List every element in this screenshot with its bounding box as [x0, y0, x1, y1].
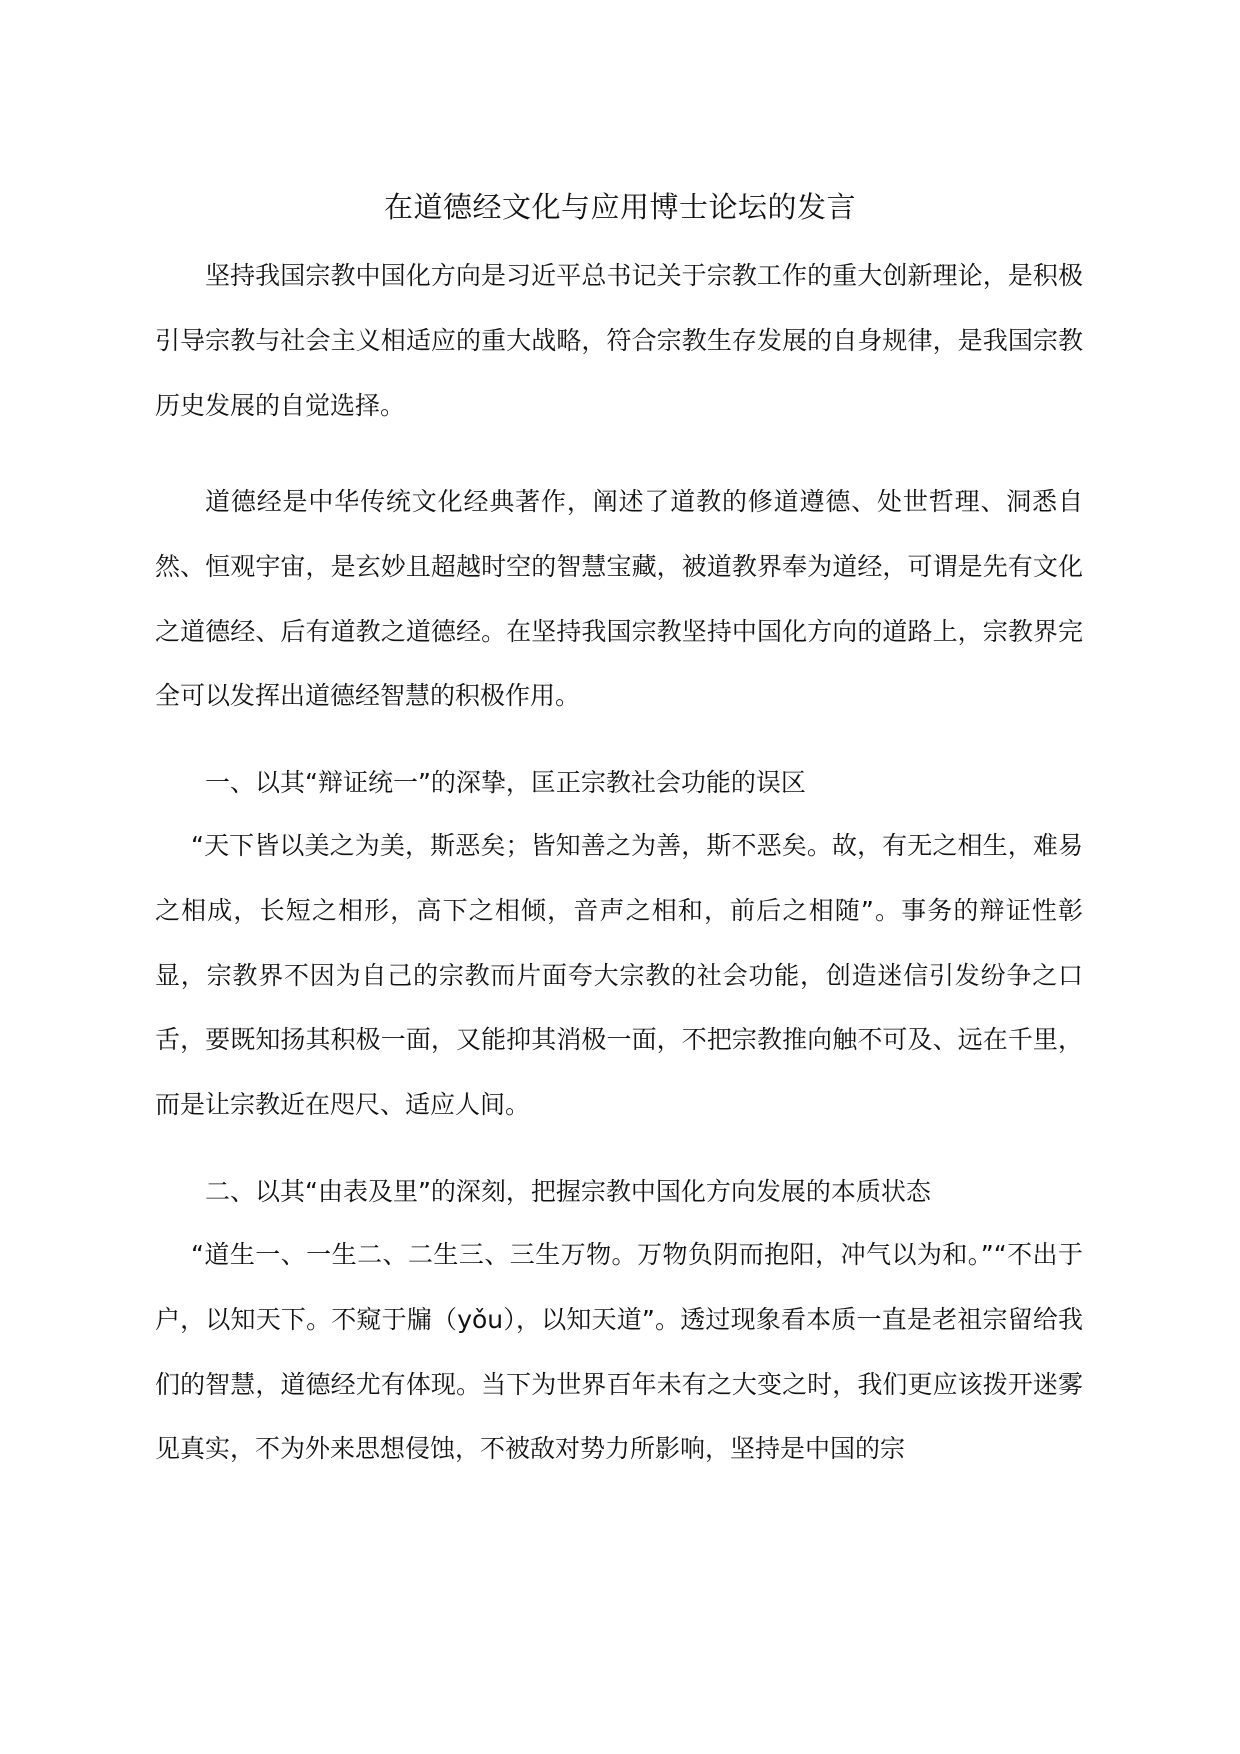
- section-heading-2: 二、以其“由表及里”的深刻，把握宗教中国化方向发展的本质状态: [205, 1177, 931, 1206]
- paragraph-essence: “道生一、一生二、二生三、三生万物。万物负阴而抱阳，冲气以为和。”“不出于户，以知天下。不窥于牖（yǒu），以知天道”。透过现象看本质一直是老祖宗留给我们的智慧，道德经尤有体现。当下为世界百年未有之大变之时，我们更应该拨开迷雾见真实，不为外来思想侵蚀，不被敌对势力所影响，坚持是中国的宗: [155, 1240, 1083, 1464]
- document-title: 在道德经文化与应用博士论坛的发言: [383, 190, 856, 224]
- paragraph-intro: 坚持我国宗教中国化方向是习近平总书记关于宗教工作的重大创新理论，是积极引导宗教与社会主义相适应的重大战略，符合宗教生存发展的自身规律，是我国宗教历史发展的自觉选择。: [155, 261, 1083, 420]
- section-heading-1: 一、以其“辩证统一”的深挚，匡正宗教社会功能的误区: [205, 768, 806, 797]
- paragraph-dialectic: “天下皆以美之为美，斯恶矣；皆知善之为善，斯不恶矣。故，有无之相生，难易之相成，长短之相形，高下之相倾，音声之相和，前后之相随”。事务的辩证性彰显，宗教界不因为自己的宗教而片面夸大宗教的社会功能，创造迷信引发纷争之口舌，要既知扬其积极一面，又能抑其消极一面，不把宗教推向触不可及、远在千里，而是让宗教近在咫尺、适应人间。: [155, 831, 1083, 1120]
- paragraph-daodejing: 道德经是中华传统文化经典著作，阐述了道教的修道遵德、处世哲理、洞悉自然、恒观宇宙，是玄妙且超越时空的智慧宝藏，被道教界奉为道经，可谓是先有文化之道德经、后有道教之道德经。在坚持我国宗教坚持中国化方向的道路上，宗教界完全可以发挥出道德经智慧的积极作用。: [155, 487, 1083, 711]
